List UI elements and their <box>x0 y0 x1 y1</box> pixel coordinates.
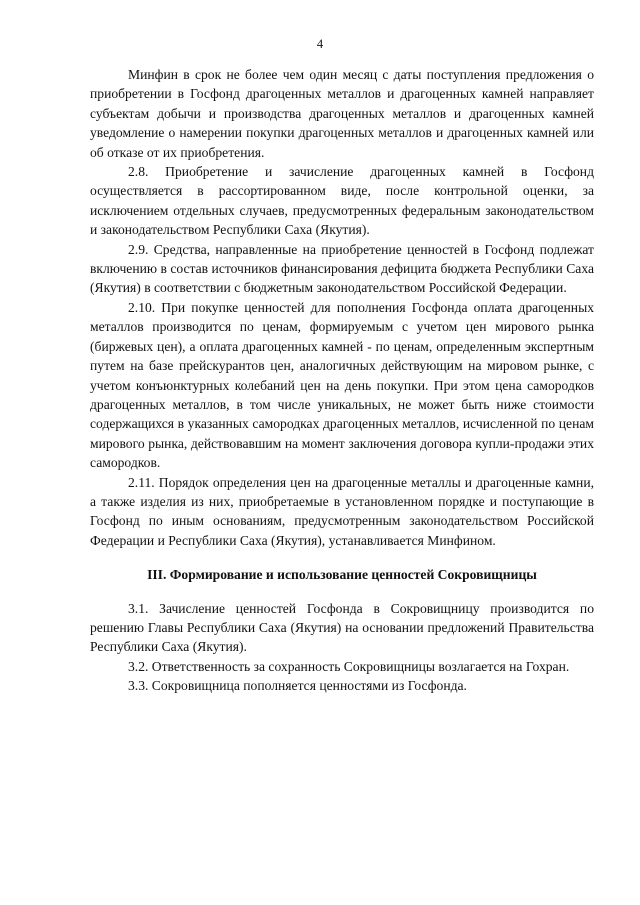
paragraph-minfin-notice: Минфин в срок не более чем один месяц с даты поступления предложения о приобретении в Госфонд драгоценных металлов и драгоценных камней направляет субъектам добычи и производства драгоценных металлов и драгоценных камней уведомление о намерении покупки драгоценных металлов и драгоценных камней или об отказе от их приобретения. <box>90 67 594 160</box>
page-number: 4 <box>316 37 324 51</box>
paragraph-2-9: 2.9. Средства, направленные на приобретение ценностей в Госфонд подлежат включению в состав источников финансирования дефицита бюджета Республики Саха (Якутия) в соответствии с бюджетным законодательством Российской Федерации. <box>90 241 594 296</box>
paragraph-3-1: 3.1. Зачисление ценностей Госфонда в Сокровищницу производится по решению Главы Республики Саха (Якутия) на основании предложений Правительства Республики Саха (Якутия). <box>90 600 594 655</box>
document-body <box>90 65 594 696</box>
paragraph-3-3: 3.3. Сокровищница пополняется ценностями из Госфонда. <box>128 678 467 694</box>
paragraph-2-10: 2.10. При покупке ценностей для пополнения Госфонда оплата драгоценных металлов производится по ценам, формируемым с учетом цен мирового рынка (биржевых цен), а оплата драгоценных камней - по ценам, определенным экспертным путем на базе прейскурантов цен, аналогичных действующим на мировом рынке, с учетом конъюнктурных колебаний цен на день покупки. При этом цена самородков драгоценных металлов, в том числе уникальных, не может быть ниже стоимости содержащихся в указанных самородках драгоценных металлов, исчисленной по ценам мирового рынка, действовавшим на момент заключения договора купли-продажи этих самородков. <box>90 299 594 471</box>
paragraph-2-11: 2.11. Порядок определения цен на драгоценные металлы и драгоценные камни, а также изделия из них, приобретаемые в установленном порядке и поступающие в Госфонд по иным основаниям, предусмотренным законодательством Российской Федерации и Республики Саха (Якутия), устанавливается Минфином. <box>90 474 594 548</box>
paragraph-3-2: 3.2. Ответственность за сохранность Сокровищницы возлагается на Гохран. <box>128 658 570 674</box>
section-heading: III. Формирование и использование ценностей Сокровищницы <box>147 567 537 583</box>
paragraph-2-8: 2.8. Приобретение и зачисление драгоценных камней в Госфонд осуществляется в рассортированном виде, после контрольной оценки, за исключением отдельных случаев, предусмотренных федеральным законодательством и законодательством Республики Саха (Якутия). <box>90 164 594 238</box>
